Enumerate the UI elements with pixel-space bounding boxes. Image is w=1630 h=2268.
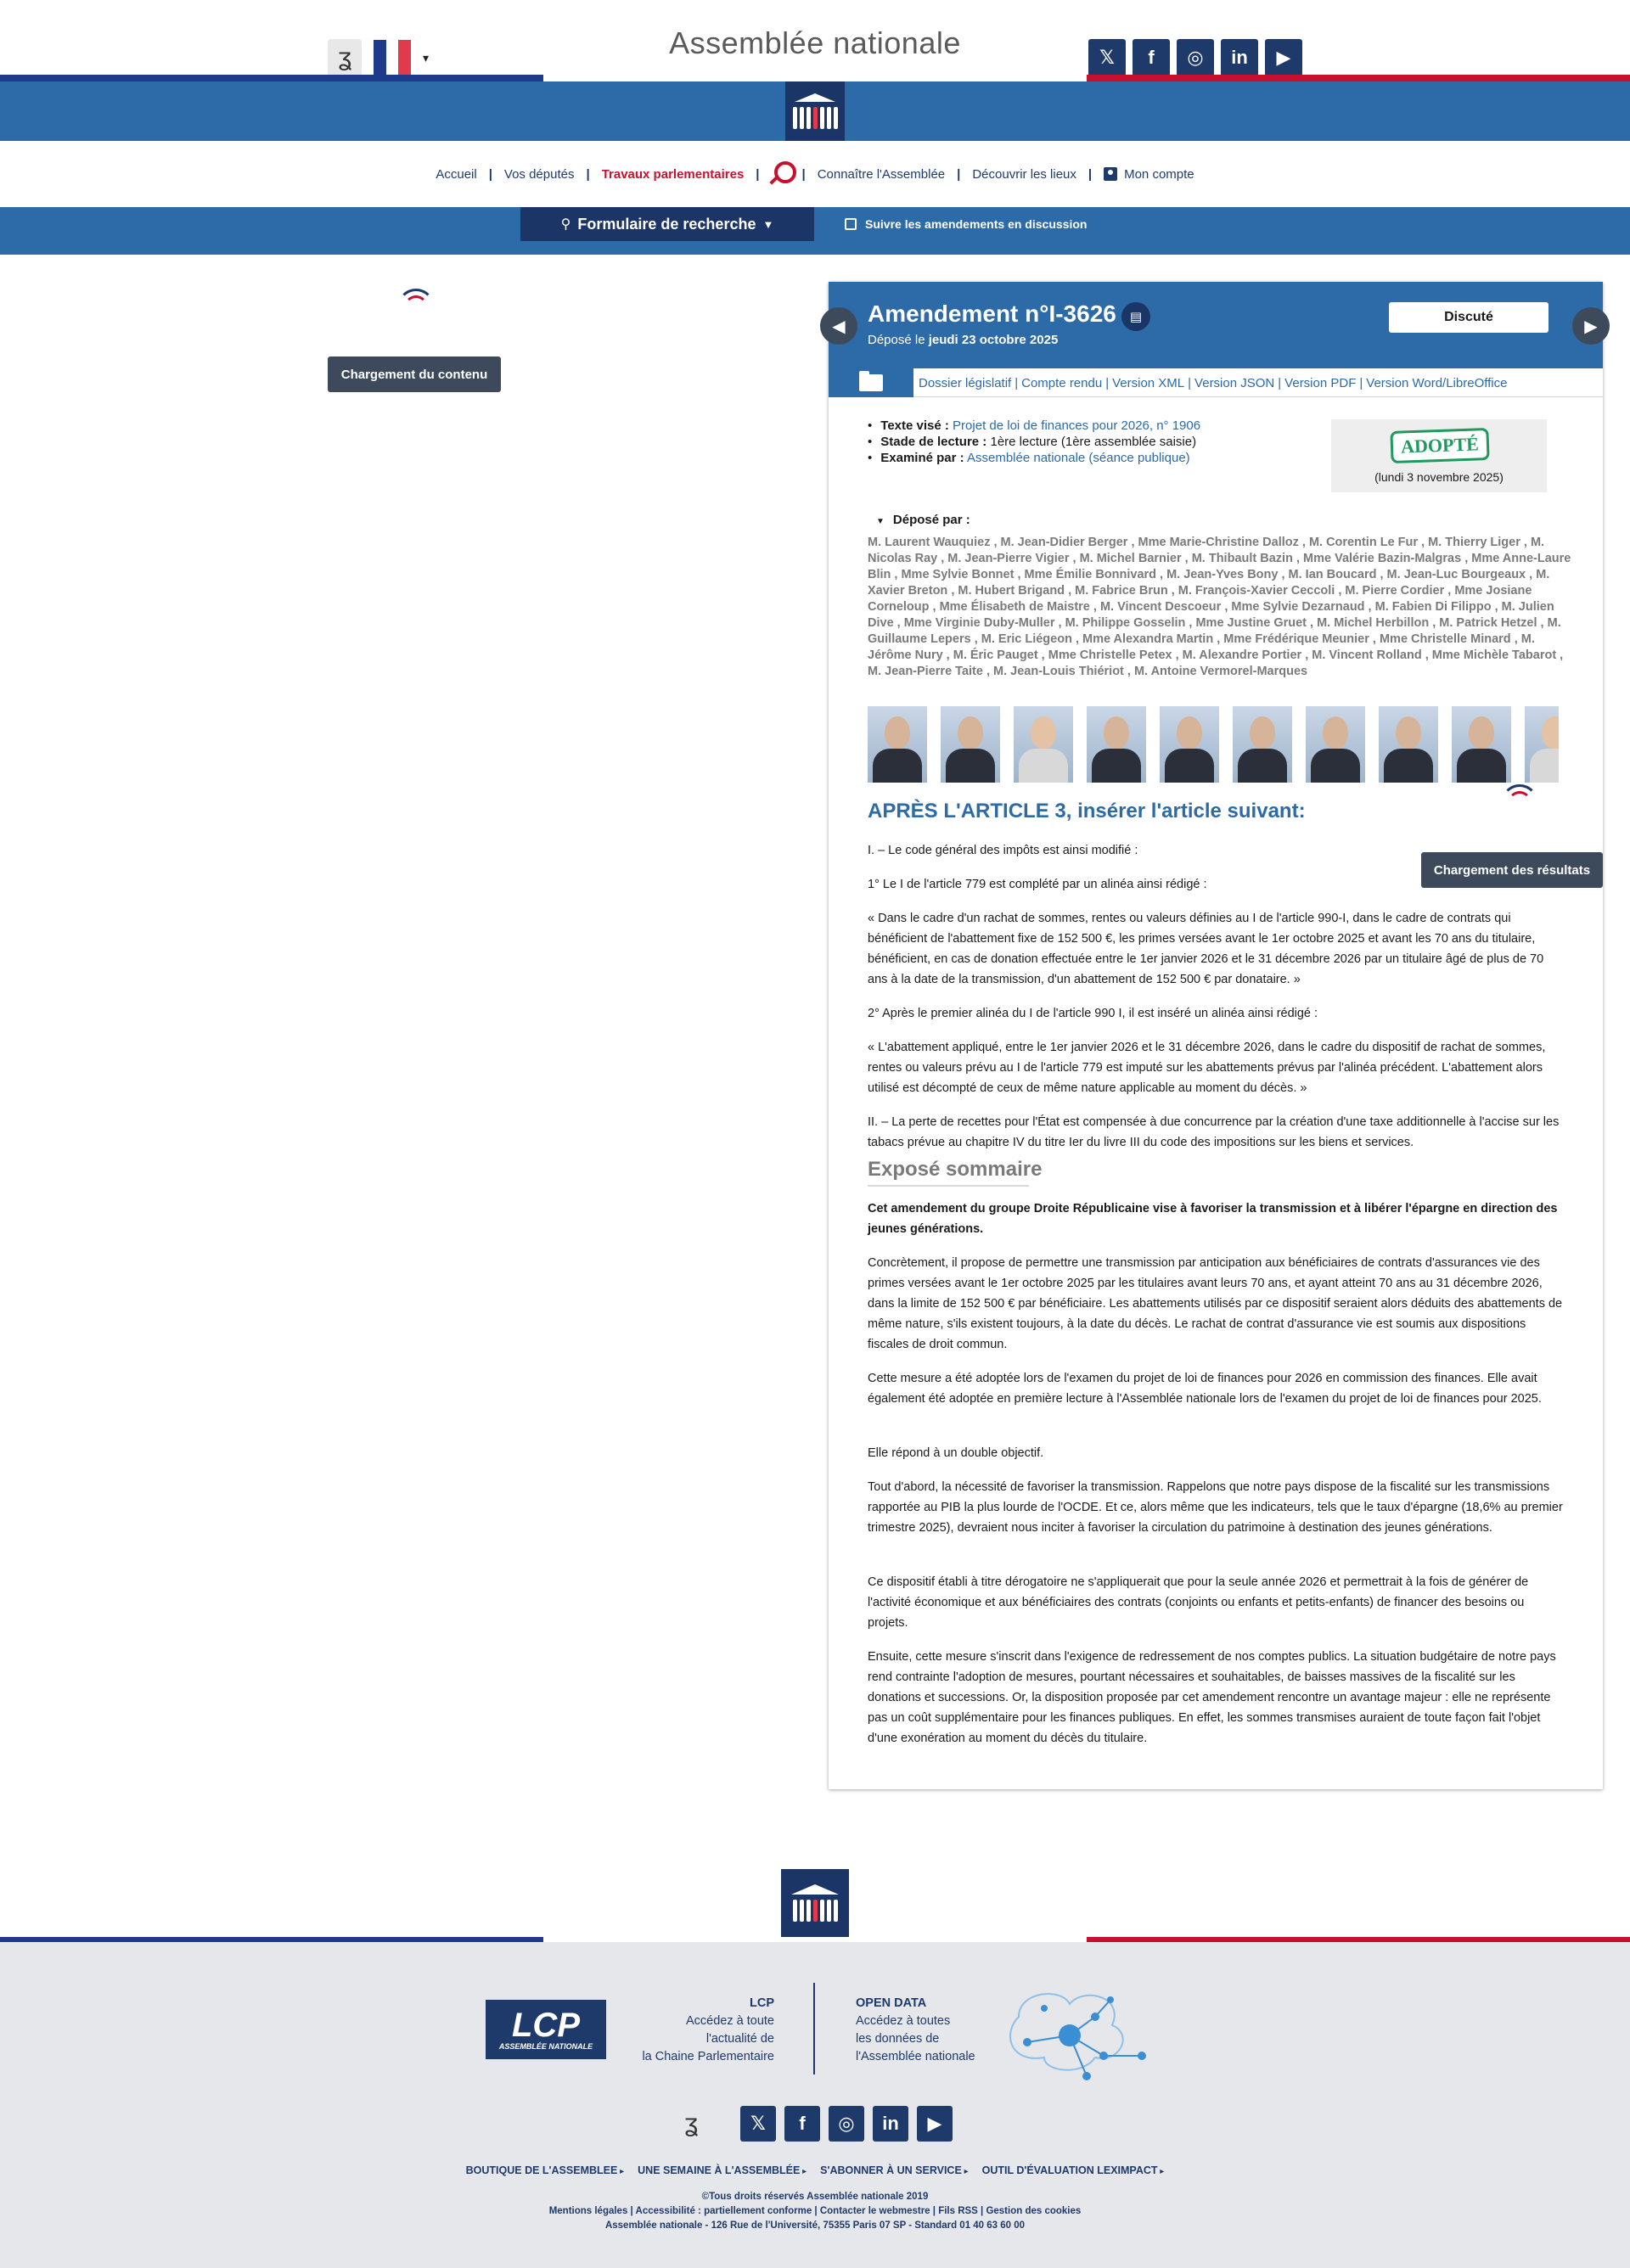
amendment-header — [829, 282, 1603, 368]
document-links: Dossier législatif | Compte rendu | Version XML | Version JSON | Version PDF | Version Word/LibreOffice — [919, 375, 1508, 390]
link-version-pdf[interactable]: Version PDF — [1284, 375, 1357, 390]
link-version-json[interactable]: Version JSON — [1194, 375, 1275, 390]
instagram-icon[interactable]: ◎ — [1177, 39, 1214, 76]
nav-mon-compte[interactable]: Mon compte — [1092, 167, 1206, 182]
document-icon[interactable]: ▤ — [1121, 302, 1150, 331]
amendment-meta — [868, 418, 1200, 466]
lcp-promo[interactable]: LCP Accédez à toute l'actualité de la Chaine Parlementaire — [642, 1996, 774, 2063]
caret-down-icon: ▼ — [876, 517, 885, 526]
footer-legal — [0, 2190, 1630, 2233]
footer-links — [0, 2164, 1630, 2176]
decision-date: (lundi 3 novembre 2025) — [1374, 470, 1504, 484]
address-text: Assemblée nationale - 126 Rue de l'Université, 75355 Paris 07 SP - Standard 01 40 63 60 00 — [604, 2220, 1026, 2231]
footer-facebook-icon[interactable]: f — [784, 2106, 820, 2142]
main-nav: Accueil | Vos députés | Travaux parlementaires | | Connaître l'Assemblée | Découvrir les lieux | Mon compte — [0, 141, 1630, 207]
footer-link-boutique[interactable]: BOUTIQUE DE L'ASSEMBLEE ▸ — [466, 2164, 625, 2176]
article-title: APRÈS L'ARTICLE 3, insérer l'article suivant: — [868, 800, 1306, 822]
expose-paragraph: Cet amendement du groupe Droite Républicaine vise à favoriser la transmission et à libérer l'épargne en direction des jeunes générations. — [868, 1202, 1558, 1236]
folder-box — [829, 368, 913, 397]
footer-link-abonner[interactable]: S'ABONNER À UN SERVICE ▸ — [820, 2164, 968, 2176]
next-amendment-arrow-icon[interactable]: ▶ — [1572, 307, 1610, 345]
deputy-photo[interactable] — [1087, 706, 1146, 783]
authors-list: M. Laurent Wauquiez , M. Jean-Didier Berger , Mme Marie-Christine Dalloz , M. Corentin Le Fur , M. Thierry Liger , M. Nicolas Ray , M. Jean-Pierre Vigier , M. Michel Barnier , M. Thibault Bazin , Mme Valérie Bazin-Malgras , Mme Anne-Laure Blin , Mme Sylvie Bonnet , Mme Émilie Bonnivard , M. Jean-Yves Bony , M. Ian Boucard , M. Jean-Luc Bourgeaux , M. Xavier Breton , M. Hubert Brigand , M. Fabrice Brun , M. François-Xavier Ceccoli , M. Pierre Cordier , Mme Josiane Corneloup , Mme Élisabeth de Maistre , M. Vincent Descoeur , Mme Sylvie Dezarnaud , M. Fabien Di Filippo , M. Julien Dive , Mme Virginie Duby-Muller , M. Philippe Gosselin , Mme Justine Gruet , M. Michel Herbillon , M. Patrick Hetzel , M. Guillaume Lepers , M. Eric Liégeon , Mme Alexandra Martin , Mme Frédérique Meunier , Mme Christelle Minard , M. Jérôme Nury , M. Éric Pauget , Mme Christelle Petex , M. Alexandre Portier , M. Vincent Rolland , Mme Michèle Tabarot , M. Jean-Pierre Taite , M. Jean-Louis Thiériot , M. Antoine Vermorel-Marques — [868, 536, 1571, 678]
footer-linkedin-icon[interactable]: in — [873, 2106, 908, 2142]
footer-x-twitter-icon[interactable]: 𝕏 — [740, 2106, 776, 2142]
deputy-photo[interactable] — [1160, 706, 1219, 783]
status-button[interactable]: Discuté — [1389, 302, 1548, 333]
search-form-button[interactable]: ⚲ Formulaire de recherche ▼ — [520, 207, 814, 241]
footer-divider — [813, 1983, 815, 2074]
youtube-icon[interactable]: ▶ — [1265, 39, 1302, 76]
footer-socials — [674, 2105, 953, 2142]
french-flag-icon[interactable] — [374, 40, 411, 76]
dispositif-paragraph: 1° Le I de l'article 779 est complété par un alinéa ainsi rédigé : — [868, 878, 1207, 891]
adopted-stamp: ADOPTÉ — [1390, 428, 1489, 463]
assemblee-logo[interactable] — [785, 81, 845, 141]
link-dossier-legislatif[interactable]: Dossier législatif — [919, 375, 1012, 390]
sub-bar — [0, 207, 1630, 255]
language-dropdown-caret-icon[interactable]: ▾ — [423, 50, 430, 65]
facebook-icon[interactable]: f — [1133, 39, 1170, 76]
copyright-text: ©Tous droits réservés Assemblée nationale 2019 — [701, 2192, 929, 2202]
nav-travaux-parlementaires[interactable]: Travaux parlementaires — [601, 166, 745, 182]
results-loading-spinner-icon — [1501, 784, 1538, 803]
footer-link-une-semaine[interactable]: UNE SEMAINE À L'ASSEMBLÉE ▸ — [638, 2164, 807, 2176]
x-twitter-icon[interactable]: 𝕏 — [1088, 39, 1126, 76]
deputy-photo[interactable] — [868, 706, 927, 783]
link-version-xml[interactable]: Version XML — [1112, 375, 1185, 390]
stade-lecture: • Stade de lecture : 1ère lecture (1ère assemblée saisie) — [868, 434, 1200, 450]
examine-par-link[interactable]: Assemblée nationale (séance publique) — [966, 451, 1190, 465]
accessibility-ear-icon[interactable]: ʓ — [328, 39, 362, 76]
search-icon[interactable] — [767, 160, 793, 188]
texte-vise-link[interactable]: Projet de loi de finances pour 2026, n° 1906 — [953, 418, 1201, 433]
folder-icon — [859, 374, 883, 391]
link-version-word[interactable]: Version Word/LibreOffice — [1366, 375, 1508, 390]
dispositif-paragraph: 2° Après le premier alinéa du I de l'article 990 I, il est inséré un alinéa ainsi rédigé : — [868, 1007, 1318, 1020]
accessibility-language — [328, 39, 429, 76]
expose-paragraph: Ensuite, cette mesure s'inscrit dans l'exigence de redressement de nos comptes publics. La situation budgétaire de notre pays rend contrainte l'adoption de mesures, pourtant nécessaires et souhaitables, de baisses massives de la fiscalité sur les donations et successions. Or, la disposition proposée par cet amendement rencontre un avantage majeur : elle ne représente pas un coût supplémentaire pour les finances publiques. En effet, les sommes transmises auraient de toute façon fait l'objet d'une exonération au moment du décès du titulaire. — [868, 1650, 1556, 1745]
document-links-bar — [829, 368, 1603, 397]
footer-link-leximpact[interactable]: OUTIL D'ÉVALUATION LEXIMPACT ▸ — [982, 2164, 1165, 2176]
account-icon — [1104, 167, 1117, 181]
dispositif-paragraph: II. – La perte de recettes pour l'État est compensée à due concurrence par la création d'une taxe additionnelle à l'accise sur les tabacs prévue au chapitre IV du titre Ier du livre III du code des impositions sur les biens et services. — [868, 1115, 1560, 1149]
nav-accueil[interactable]: Accueil — [436, 166, 477, 182]
follow-amendments-link[interactable]: Suivre les amendements en discussion — [845, 207, 1087, 241]
expose-title: Exposé sommaire — [868, 1158, 1043, 1181]
open-data-promo[interactable]: OPEN DATA Accédez à toutes les données de l'Assemblée nationale — [856, 1996, 975, 2063]
dispositif-paragraph: « L'abattement appliqué, entre le 1er janvier 2026 et le 31 décembre 2026, dans le cadre du dispositif de rachat de sommes, rentes ou valeurs prévu au I de l'article 779 est imputé sur les abattements prévus par l'alinéa précédent. L'abattement alors utilisé est décompté de ceux de même nature applicable au moment du décès. » — [868, 1041, 1546, 1095]
nav-decouvrir-lieux[interactable]: Découvrir les lieux — [972, 166, 1076, 182]
deputy-photo[interactable] — [1379, 706, 1438, 783]
deputy-photo[interactable] — [1014, 706, 1073, 783]
header-socials — [1088, 39, 1302, 76]
tricolor-stripe — [0, 75, 1630, 81]
expose-paragraph: Cette mesure a été adoptée lors de l'examen du projet de loi de finances pour 2026 en commission des finances. Elle avait également été adoptée en première lecture à l'Assemblée nationale lors de l'examen du projet de loi de finances pour 2025. — [868, 1372, 1542, 1406]
texte-vise: • Texte visé : Projet de loi de finances pour 2026, n° 1906 — [868, 418, 1200, 434]
linkedin-icon[interactable]: in — [1221, 39, 1258, 76]
footer-accessibility-ear-icon[interactable]: ʓ — [683, 2109, 699, 2137]
deputies-photos — [868, 706, 1559, 783]
open-data-network-icon — [985, 1983, 1155, 2085]
site-title: Assemblée nationale — [669, 25, 961, 60]
chevron-down-icon: ▼ — [762, 217, 774, 231]
nav-vos-deputes[interactable]: Vos députés — [503, 166, 575, 182]
dispositif-paragraph: I. – Le code général des impôts est ainsi modifié : — [868, 844, 1138, 857]
expose-paragraph: Elle répond à un double objectif. — [868, 1446, 1044, 1460]
nav-connaitre-assemblee[interactable]: Connaître l'Assemblée — [817, 166, 946, 182]
expose-paragraph: Ce dispositif établi à titre dérogatoire ne s'appliquerait que pour la seule année 2026 et permettrait à la fois de générer de l'activité économique et aux bénéficiaires des contrats (conjoints ou enfants et petits-enfants) de financer des besoins ou projets. — [868, 1575, 1529, 1630]
deputy-photo[interactable] — [1233, 706, 1292, 783]
expose-underline — [868, 1185, 1029, 1187]
depose-par-toggle[interactable]: ▼ Déposé par : — [876, 513, 970, 527]
decision-box — [1331, 419, 1547, 492]
amendment-card — [829, 282, 1603, 1789]
dispositif-paragraph: « Dans le cadre d'un rachat de sommes, rentes ou valeurs définies au I de l'article 990-I, dans le cadre de contrats qui bénéficient de l'abattement fixe de 152 500 €, les primes versées avant le 1er octobre 2025 et avant les 70 ans du titulaire, bénéficient, en cas de donation effectuée entre le 1er janvier 2026 et le 31 décembre 2026 par un titulaire âgé de plus de 70 ans à la date de la transmission, d'un abattement de 152 500 € par donataire. » — [868, 912, 1544, 986]
legal-links[interactable]: Mentions légales | Accessibilité : partiellement conforme | Contacter le webmestre | Fils RSS | Gestion des cookies — [548, 2206, 1082, 2216]
deposited-date: Déposé le jeudi 23 octobre 2025 — [868, 333, 1059, 347]
loading-results-badge: Chargement des résultats — [1421, 852, 1603, 888]
loading-content-badge: Chargement du contenu — [328, 356, 501, 392]
link-compte-rendu[interactable]: Compte rendu — [1021, 375, 1103, 390]
magnifier-icon: ⚲ — [560, 217, 571, 232]
deputy-photo[interactable] — [1452, 706, 1511, 783]
loading-spinner-icon — [397, 289, 435, 307]
deputy-photo[interactable] — [1306, 706, 1365, 783]
expose-paragraph: Tout d'abord, la nécessité de favoriser la transmission. Rappelons que notre pays dispose de la fiscalité sur les transmissions rapportée au PIB la plus lourde de l'OCDE. Et ce, alors même que les indicateurs, tels que le taux d'épargne (18,6% au premier trimestre 2025), devraient nous inciter à favoriser la circulation du patrimoine à destination des jeunes générations. — [868, 1480, 1563, 1535]
expose-paragraph: Concrètement, il propose de permettre une transmission par anticipation aux bénéficiaires de contrats d'assurances vie des primes versées avant le 1er octobre 2025 par les titulaires avant leurs 70 ans, et ayant atteint 70 ans au 31 décembre 2026, dans la limite de 152 500 € par bénéficiaire. Les abattements utilisés par ce dispositif seraient alors déduits des abattements de même nature, s'ils existent toujours, à la date du décès. Le rachat de contrat d'assurance vie est soumis aux dispositions fiscales de droit commun. — [868, 1256, 1563, 1351]
top-header — [0, 0, 1630, 81]
footer-youtube-icon[interactable]: ▶ — [917, 2106, 953, 2142]
lcp-logo[interactable]: LCP ASSEMBLÉE NATIONALE — [486, 2000, 606, 2059]
deputy-photo[interactable] — [941, 706, 1000, 783]
deputy-photo[interactable] — [1525, 706, 1559, 783]
external-link-icon — [845, 218, 857, 230]
footer-instagram-icon[interactable]: ◎ — [829, 2106, 864, 2142]
amendment-title: Amendement n°I-3626 — [868, 300, 1116, 327]
examine-par: • Examiné par : Assemblée nationale (séance publique) — [868, 450, 1200, 466]
previous-amendment-arrow-icon[interactable]: ◀ — [820, 307, 857, 345]
footer-assemblee-logo[interactable] — [781, 1869, 849, 1937]
